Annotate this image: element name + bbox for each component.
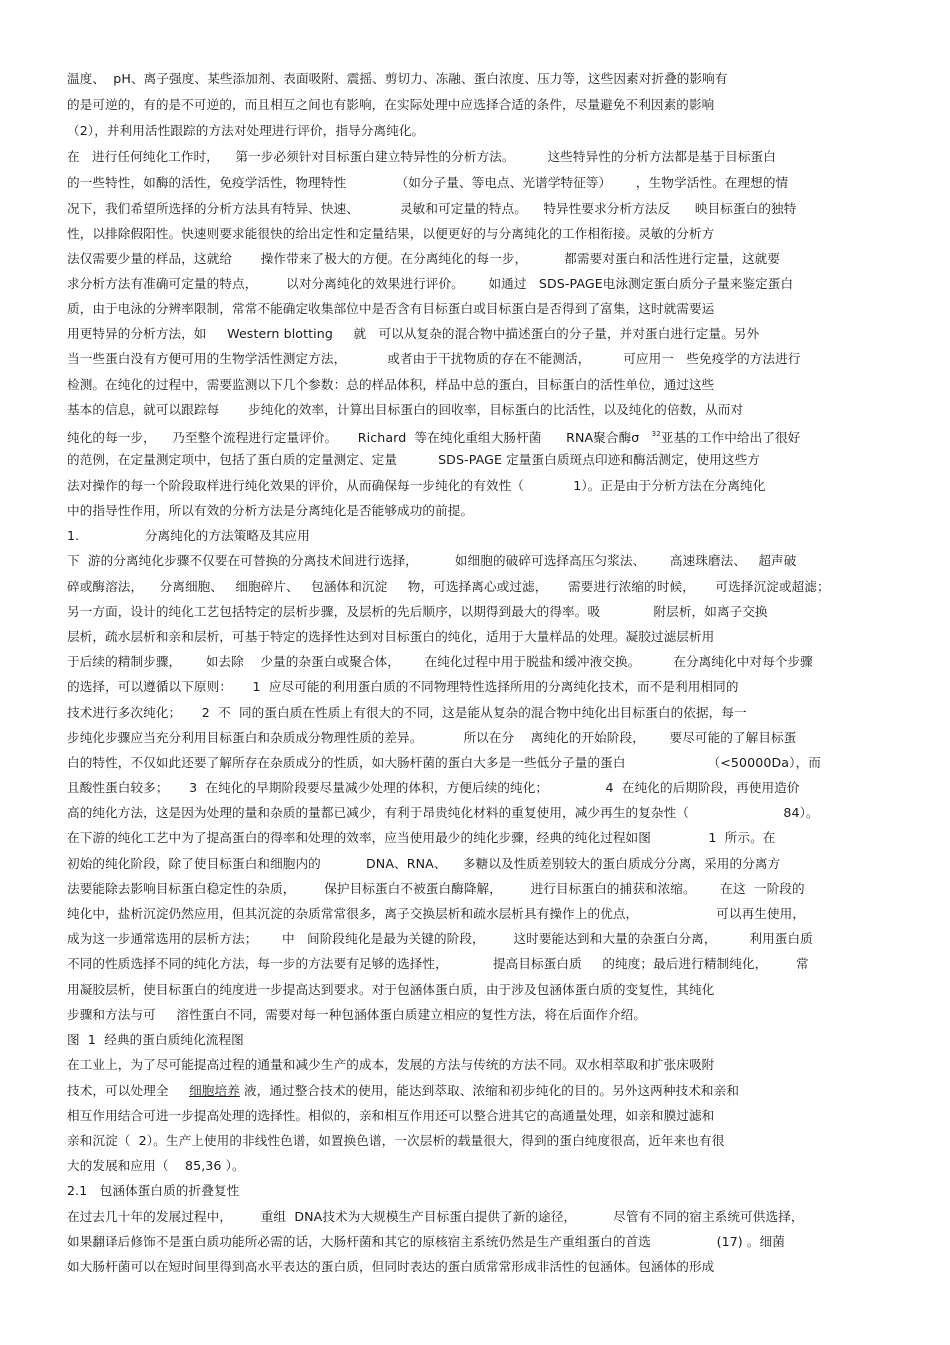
text-segment: 纯化的每一步， 乃至整个流程进行定量评价。 Richard 等在纯化重组大肠杆菌 RNA聚合酶σ <box>67 430 652 445</box>
text-line: 初始的纯化阶段，除了使目标蛋白和细胞内的 DNA、RNA、 多糖以及性质差别较大的蛋白质成分分离，采用的分离方 <box>67 856 781 871</box>
text-line: 下 游的分离纯化步骤不仅要在可替换的分离技术间进行选择， 如细胞的破碎可选择高压匀浆法、 高速珠磨法、 超声破 <box>67 553 797 568</box>
text-line: 高的纯化方法，这是因为处理的量和杂质的量都已减少，有利于昂贵纯化材料的重复使用，减少再生的复杂性（ 84）。 <box>67 805 819 820</box>
text-line: 于后续的精制步骤， 如去除 少量的杂蛋白或聚合体， 在纯化过程中用于脱盐和缓冲液交换。 在分离纯化中对每个步骤 <box>67 654 813 669</box>
text-line: 性，以排除假阳性。快速则要求能很快的给出定性和定量结果，以便更好的与分离纯化的工作相衔接。灵敏的分析方 <box>67 226 715 241</box>
text-line: （2），并利用活性跟踪的方法对处理进行评价，指导分离纯化。 <box>67 123 425 138</box>
text-line: 法要能除去影响目标蛋白稳定性的杂质， 保护目标蛋白不被蛋白酶降解， 进行目标蛋白的捕获和浓缩。 在这 一阶段的 <box>67 881 805 896</box>
text-line: 碎或酶溶法， 分离细胞、 细胞碎片、 包涵体和沉淀 物，可选择离心或过滤， 需要进行浓缩的时候， 可选择沉淀或超滤； <box>67 579 830 594</box>
text-line: 的一些特性，如酶的活性，免疫学活性，物理特性 （如分子量、等电点、光谱学特征等） ，生物学活性。在理想的情 <box>67 175 789 190</box>
text-line: 白的特性，不仅如此还要了解所存在杂质成分的性质，如大肠杆菌的蛋白大多是一些低分子量的蛋白 （<50000Da），而 <box>67 755 821 770</box>
text-line: 况下，我们希望所选择的分析方法具有特异、快速、 灵敏和可定量的特点。 特异性要求分析方法反 映目标蛋白的独特 <box>67 201 797 216</box>
text-line: 检测。在纯化的过程中，需要监测以下几个参数：总的样品体积，样品中总的蛋白，目标蛋白的活性单位，通过这些 <box>67 377 715 392</box>
text-line: 用更特异的分析方法，如 Western blotting 就 可以从复杂的混合物中描述蛋白的分子量，并对蛋白进行定量。另外 <box>67 326 760 341</box>
text-line: 技术进行多次纯化； 2 不 同的蛋白质在性质上有很大的不同，这是能从复杂的混合物中纯化出目标蛋白的依据，每一 <box>67 705 747 720</box>
text-line: 的是可逆的，有的是不可逆的，而且相互之间也有影响，在实际处理中应选择合适的条件，尽量避免不利因素的影响 <box>67 97 715 112</box>
text-line: 用凝胶层析，使目标蛋白的纯度进一步提高达到要求。对于包涵体蛋白质，由于涉及包涵体蛋白质的变复性，其纯化 <box>67 982 715 997</box>
text-line: 法仅需要少量的样品，这就给 操作带来了极大的方便。在分离纯化的每一步， 都需要对蛋白和活性进行定量，这就要 <box>67 251 781 266</box>
text-line: 大的发展和应用（ 85,36 ）。 <box>67 1158 245 1173</box>
text-line: 温度、 pH、离子强度、某些添加剂、表面吸附、震摇、剪切力、冻融、蛋白浓度、压力等，这些因素对折叠的影响有 <box>67 71 728 86</box>
text-line: 当一些蛋白没有方便可用的生物学活性测定方法， 或者由于干扰物质的存在不能测活， 可应用一 些免疫学的方法进行 <box>67 351 801 366</box>
text-line: 亲和沉淀（ 2）。生产上使用的非线性色谱，如置换色谱，一次层析的载量很大，得到的蛋白纯度很高，近年来也有很 <box>67 1133 725 1148</box>
text-line: 且酸性蛋白较多； 3 在纯化的早期阶段要尽量减少处理的体积，方便后续的纯化； 4 在纯化的后期阶段，再使用造价 <box>67 780 800 795</box>
superscript: 32 <box>651 430 661 438</box>
figure-caption: 图 1 经典的蛋白质纯化流程图 <box>67 1032 244 1047</box>
text-line: 成为这一步通常选用的层析方法； 中 间阶段纯化是最为关键的阶段， 这时要能达到和大量的杂蛋白分离， 利用蛋白质 <box>67 931 813 946</box>
text-line: 层析，疏水层析和亲和层析，可基于特定的选择性达到对目标蛋白的纯化，适用于大量样品的处理。凝胶过滤层析用 <box>67 629 715 644</box>
text-line: 在下游的纯化工艺中为了提高蛋白的得率和处理的效率，应当使用最少的纯化步骤，经典的纯化过程如图 1 所示。在 <box>67 830 776 845</box>
text-line: 求分析方法有准确可定量的特点， 以对分离纯化的效果进行评价。 如通过 SDS-PAGE电泳测定蛋白质分子量来鉴定蛋白 <box>67 276 794 291</box>
text-line: 另一方面，设计的纯化工艺包括特定的层析步骤，及层析的先后顺序，以期得到最大的得率。吸 附层析，如离子交换 <box>67 604 768 619</box>
text-line: 的范例，在定量测定项中，包括了蛋白质的定量测定、定量 SDS-PAGE 定量蛋白质斑点印迹和酶活测定，使用这些方 <box>67 452 760 467</box>
text-line: 如果翻译后修饰不是蛋白质功能所必需的话，大肠杆菌和其它的原核宿主系统仍然是生产重组蛋白的首选 (17) 。细菌 <box>67 1234 785 1249</box>
text-line <box>67 1082 739 1099</box>
section-heading: 1. 分离纯化的方法策略及其应用 <box>67 528 310 543</box>
text-line: 法对操作的每一个阶段取样进行纯化效果的评价，从而确保每一步纯化的有效性（ 1）。正是由于分析方法在分离纯化 <box>67 478 766 493</box>
text-line: 如大肠杆菌可以在短时间里得到高水平表达的蛋白质，但同时表达的蛋白质常常形成非活性的包涵体。包涵体的形成 <box>67 1259 715 1274</box>
text-line: 不同的性质选择不同的纯化方法，每一步的方法要有足够的选择性， 提高目标蛋白质 的纯度；最后进行精制纯化， 常 <box>67 956 809 971</box>
text-segment: 亚基的工作中给出了很好 <box>660 430 801 445</box>
text-line <box>67 426 800 446</box>
text-line: 纯化中，盐析沉淀仍然应用，但其沉淀的杂质常常很多，离子交换层析和疏水层析具有操作上的优点， 可以再生使用， <box>67 906 806 921</box>
text-line: 中的指导性作用，所以有效的分析方法是分离纯化是否能够成功的前提。 <box>67 503 474 518</box>
text-segment: 液，通过整合技术的使用，能达到萃取、浓缩和初步纯化的目的。另外这两种技术和亲和 <box>239 1083 740 1098</box>
text-segment: 技术，可以处理全 <box>67 1083 190 1098</box>
cell-culture-link[interactable]: 细胞培养 <box>189 1083 240 1098</box>
section-heading: 2.1 包涵体蛋白质的折叠复性 <box>67 1183 240 1198</box>
text-line: 步纯化步骤应当充分利用目标蛋白和杂质成分物理性质的差异。 所以在分 离纯化的开始阶段， 要尽可能的了解目标蛋 <box>67 730 797 745</box>
text-line: 质，由于电泳的分辨率限制，常常不能确定收集部位中是否含有目标蛋白或目标蛋白是否得到了富集，这时就需要运 <box>67 301 715 316</box>
text-line: 在过去几十年的发展过程中， 重组 DNA技术为大规模生产目标蛋白提供了新的途径， 尽管有不同的宿主系统可供选择， <box>67 1209 804 1224</box>
text-line: 在 进行任何纯化工作时， 第一步必须针对目标蛋白建立特异性的分析方法。 这些特异性的分析方法都是基于目标蛋白 <box>67 149 776 164</box>
text-line: 在工业上，为了尽可能提高过程的通量和减少生产的成本，发展的方法与传统的方法不同。双水相萃取和扩张床吸附 <box>67 1057 715 1072</box>
text-line: 基本的信息，就可以跟踪每 步纯化的效率，计算出目标蛋白的回收率，目标蛋白的比活性，以及纯化的倍数，从而对 <box>67 402 744 417</box>
text-line: 相互作用结合可进一步提高处理的选择性。相似的，亲和相互作用还可以整合进其它的高通量处理，如亲和膜过滤和 <box>67 1108 715 1123</box>
text-line: 的选择，可以遵循以下原则： 1 应尽可能的利用蛋白质的不同物理特性选择所用的分离纯化技术，而不是利用相同的 <box>67 679 739 694</box>
text-line: 步骤和方法与可 溶性蛋白不同，需要对每一种包涵体蛋白质建立相应的复性方法，将在后面作介绍。 <box>67 1007 647 1022</box>
